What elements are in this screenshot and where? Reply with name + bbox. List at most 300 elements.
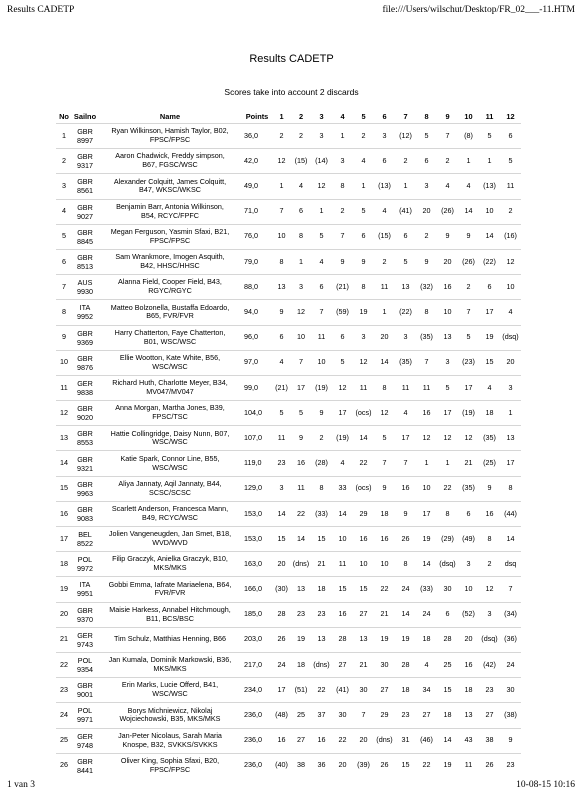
sailno-cell [72, 224, 98, 249]
race-7-score: (22) [395, 300, 416, 325]
race-6-score: 8 [374, 375, 395, 400]
race-1-score: 2 [272, 124, 291, 149]
race-10-score: 10 [458, 577, 479, 602]
nation-code: GBR [77, 756, 93, 766]
rank-cell: 10 [56, 350, 72, 375]
sailno-cell [72, 149, 98, 174]
race-9-score: 28 [437, 627, 458, 652]
race-9-score: 25 [437, 652, 458, 677]
sail-number: 9083 [77, 513, 93, 523]
race-10-score: 3 [458, 552, 479, 577]
race-4-score: 17 [332, 401, 353, 426]
rank-cell: 12 [56, 401, 72, 426]
race-5-score: 7 [353, 703, 374, 728]
race-3-score: 5 [311, 224, 332, 249]
nation-code: GBR [77, 479, 93, 489]
crew-name-cell [98, 426, 242, 451]
race-6-score: 9 [374, 476, 395, 501]
crew-name-cell [98, 149, 242, 174]
race-1-score: 1 [272, 174, 291, 199]
race-7-score: 26 [395, 527, 416, 552]
sail-number: 9370 [77, 614, 93, 624]
crew-name-cell [98, 678, 242, 703]
crew-name-cell [98, 552, 242, 577]
col-race-10-header: 10 [464, 111, 473, 121]
race-8-score: 8 [416, 300, 437, 325]
race-12-score: 24 [500, 652, 521, 677]
table-row [56, 199, 521, 224]
table-row [56, 476, 521, 501]
race-12-score: (16) [500, 224, 521, 249]
table-row [56, 401, 521, 426]
sailno-cell [72, 703, 98, 728]
table-row [56, 224, 521, 249]
race-10-score: (23) [458, 350, 479, 375]
race-8-score: 19 [416, 527, 437, 552]
race-10-score: 20 [458, 627, 479, 652]
race-2-score: 25 [291, 703, 311, 728]
crew-club: B47, WKSC/WKSC [139, 185, 201, 195]
race-1-score: 6 [272, 325, 291, 350]
race-8-score: 17 [416, 501, 437, 526]
points-cell: 163,0 [242, 552, 272, 577]
race-11-score: 6 [479, 275, 500, 300]
sailno-cell [72, 350, 98, 375]
race-11-score: 9 [479, 476, 500, 501]
crew-name-cell [98, 350, 242, 375]
race-7-score: (12) [395, 124, 416, 149]
race-7-score: 3 [395, 325, 416, 350]
race-2-score: 16 [291, 451, 311, 476]
race-1-score: 4 [272, 350, 291, 375]
race-4-score: (19) [332, 426, 353, 451]
table-row [56, 249, 521, 274]
sailno-cell [72, 678, 98, 703]
race-7-score: 28 [395, 652, 416, 677]
sailno-cell [72, 451, 98, 476]
race-9-score: 19 [437, 753, 458, 778]
sailno-cell [72, 527, 98, 552]
race-8-score: (33) [416, 577, 437, 602]
race-2-score: (15) [291, 149, 311, 174]
nation-code: POL [77, 555, 93, 565]
race-3-score: 21 [311, 552, 332, 577]
sail-number: 9951 [77, 589, 93, 599]
race-10-score: 2 [458, 275, 479, 300]
crew-name-cell [98, 325, 242, 350]
race-6-score: 22 [374, 577, 395, 602]
race-5-score: 8 [353, 275, 374, 300]
crew-names: Katie Spark, Connor Line, B55, [120, 453, 220, 463]
race-2-score: (dns) [291, 552, 311, 577]
race-11-score: 23 [479, 678, 500, 703]
race-7-score: 13 [395, 275, 416, 300]
sailno-cell [72, 174, 98, 199]
race-7-score: 2 [395, 149, 416, 174]
race-8-score: 27 [416, 703, 437, 728]
points-cell: 96,0 [242, 325, 272, 350]
race-7-score: 17 [395, 426, 416, 451]
crew-names: Aaron Chadwick, Freddy simpson, [115, 151, 225, 161]
race-8-score: (46) [416, 728, 437, 753]
race-8-score: 12 [416, 426, 437, 451]
crew-name-cell [98, 527, 242, 552]
race-10-score: 12 [458, 426, 479, 451]
points-cell: 217,0 [242, 652, 272, 677]
nation-code: GBR [77, 681, 93, 691]
race-10-score: 4 [458, 174, 479, 199]
page-count: 1 van 3 [7, 780, 35, 790]
race-5-score: 20 [353, 728, 374, 753]
rank-cell: 26 [56, 753, 72, 778]
race-10-score: 11 [458, 753, 479, 778]
race-11-score: 3 [479, 602, 500, 627]
race-10-score: 6 [458, 501, 479, 526]
col-name-header: Name [159, 111, 181, 121]
nation-code: ITA [79, 580, 91, 590]
points-cell: 97,0 [242, 350, 272, 375]
race-5-score: 15 [353, 577, 374, 602]
race-4-score: 11 [332, 552, 353, 577]
race-4-score: 15 [332, 577, 353, 602]
points-cell: 166,0 [242, 577, 272, 602]
race-5-score: 16 [353, 527, 374, 552]
race-9-score: 16 [437, 275, 458, 300]
points-cell: 107,0 [242, 426, 272, 451]
race-11-score: 1 [479, 149, 500, 174]
race-2-score: 11 [291, 476, 311, 501]
race-11-score: 8 [479, 527, 500, 552]
table-row [56, 451, 521, 476]
race-9-score: 5 [437, 375, 458, 400]
crew-name-cell [98, 602, 242, 627]
rank-cell: 16 [56, 501, 72, 526]
race-11-score: (13) [479, 174, 500, 199]
points-cell: 88,0 [242, 275, 272, 300]
race-3-score: 15 [311, 527, 332, 552]
race-11-score: 4 [479, 375, 500, 400]
race-8-score: 24 [416, 602, 437, 627]
race-10-score: (26) [458, 249, 479, 274]
race-3-score: 12 [311, 174, 332, 199]
race-9-score: 4 [437, 174, 458, 199]
crew-names: Matteo Bolzonella, Bustaffa Edoardo, [110, 302, 230, 312]
sail-number: 9743 [77, 639, 93, 649]
race-9-score: (dsq) [437, 552, 458, 577]
table-row [56, 577, 521, 602]
race-12-score: 4 [500, 300, 521, 325]
sailno-cell [72, 426, 98, 451]
race-10-score: 18 [458, 678, 479, 703]
race-2-score: 38 [291, 753, 311, 778]
points-cell: 236,0 [242, 753, 272, 778]
table-row [56, 275, 521, 300]
crew-club: SCSC/SCSC [149, 487, 191, 497]
points-cell: 129,0 [242, 476, 272, 501]
discards-note: Scores take into account 2 discards [224, 87, 359, 97]
table-row [56, 703, 521, 728]
race-2-score: 4 [291, 174, 311, 199]
col-race-4-header: 4 [340, 111, 345, 121]
race-11-score: 38 [479, 728, 500, 753]
crew-club: FVR/FVR [154, 588, 186, 598]
col-race-2-header: 2 [298, 111, 304, 121]
table-row [56, 300, 521, 325]
race-3-score: (33) [311, 501, 332, 526]
race-6-score: 7 [374, 451, 395, 476]
race-10-score: 9 [458, 224, 479, 249]
race-3-score: 11 [311, 325, 332, 350]
race-9-score: 17 [437, 401, 458, 426]
race-12-score: 7 [500, 577, 521, 602]
crew-club: MKS/MKS [153, 563, 187, 573]
race-4-score: (21) [332, 275, 353, 300]
sailno-cell [72, 249, 98, 274]
race-1-score: 13 [272, 275, 291, 300]
race-3-score: 9 [311, 401, 332, 426]
crew-name-cell [98, 753, 242, 778]
points-cell: 99,0 [242, 375, 272, 400]
sail-number: 8997 [77, 136, 93, 146]
race-4-score: 7 [332, 224, 353, 249]
race-5-score: 14 [353, 426, 374, 451]
race-11-score: (dsq) [479, 627, 500, 652]
race-5-score: 13 [353, 627, 374, 652]
sailno-cell [72, 401, 98, 426]
race-7-score: 24 [395, 577, 416, 602]
race-12-score: 9 [500, 728, 521, 753]
race-6-score: 29 [374, 703, 395, 728]
nation-code: GBR [77, 227, 93, 237]
race-10-score: (52) [458, 602, 479, 627]
col-race-12-header: 12 [506, 111, 515, 121]
crew-name-cell [98, 652, 242, 677]
race-2-score: 12 [291, 300, 311, 325]
race-12-score: 12 [500, 249, 521, 274]
table-row [56, 174, 521, 199]
sail-number: 9971 [77, 715, 93, 725]
race-4-score: 10 [332, 527, 353, 552]
nation-code: GBR [77, 177, 93, 187]
col-sailno-header: Sailno [73, 111, 97, 121]
rank-cell: 19 [56, 577, 72, 602]
crew-club: FPSC/FPSC [149, 135, 191, 145]
race-9-score: 20 [437, 249, 458, 274]
race-9-score: 15 [437, 678, 458, 703]
race-6-score: 12 [374, 401, 395, 426]
col-race-7-header: 7 [403, 111, 408, 121]
race-7-score: (41) [395, 199, 416, 224]
race-6-score: 27 [374, 678, 395, 703]
rank-cell: 24 [56, 703, 72, 728]
nation-code: GBR [77, 253, 93, 263]
sailno-cell [72, 375, 98, 400]
race-2-score: 3 [291, 275, 311, 300]
race-2-score: 8 [291, 224, 311, 249]
race-2-score: 18 [291, 652, 311, 677]
race-4-score: 3 [332, 149, 353, 174]
race-5-score: 1 [353, 174, 374, 199]
race-1-score: 20 [272, 552, 291, 577]
race-2-score: 6 [291, 199, 311, 224]
race-3-score: 23 [311, 602, 332, 627]
sailno-cell [72, 602, 98, 627]
rank-cell: 7 [56, 275, 72, 300]
race-6-score: (13) [374, 174, 395, 199]
race-4-score: 2 [332, 199, 353, 224]
race-2-score: 19 [291, 627, 311, 652]
race-11-score: (22) [479, 249, 500, 274]
race-9-score: 2 [437, 149, 458, 174]
points-cell: 104,0 [242, 401, 272, 426]
sail-number: 8513 [77, 262, 93, 272]
race-1-score: 16 [272, 728, 291, 753]
race-6-score: 20 [374, 325, 395, 350]
race-5-score: 27 [353, 602, 374, 627]
race-12-score: dsq [500, 552, 521, 577]
race-2-score: 14 [291, 527, 311, 552]
sail-number: 8553 [77, 438, 93, 448]
race-2-score: 7 [291, 350, 311, 375]
race-9-score: 18 [437, 703, 458, 728]
crew-names: Jolien Vangeneugden, Jan Smet, B18, [108, 529, 232, 539]
race-9-score: 30 [437, 577, 458, 602]
table-header-row [56, 109, 521, 124]
crew-names: Anna Morgan, Martha Jones, B39, [115, 403, 225, 413]
table-row [56, 652, 521, 677]
sailno-cell [72, 728, 98, 753]
race-8-score: 11 [416, 375, 437, 400]
race-1-score: 10 [272, 224, 291, 249]
race-8-score: 10 [416, 476, 437, 501]
col-race-5-header: 5 [361, 111, 366, 121]
rank-cell: 13 [56, 426, 72, 451]
rank-cell: 20 [56, 602, 72, 627]
race-1-score: 5 [272, 401, 291, 426]
crew-club: B54, RCYC/FPFC [141, 210, 199, 220]
print-timestamp: 10-08-15 10:16 [516, 780, 575, 790]
race-10-score: (19) [458, 401, 479, 426]
rank-cell: 9 [56, 325, 72, 350]
race-4-score: (41) [332, 678, 353, 703]
race-1-score: (30) [272, 577, 291, 602]
race-11-score: 16 [479, 501, 500, 526]
crew-names: Aliya Jannaty, Aqil Jannaty, B44, [118, 478, 222, 488]
race-10-score: 13 [458, 703, 479, 728]
race-12-score: 17 [500, 451, 521, 476]
crew-name-cell [98, 300, 242, 325]
race-8-score: 6 [416, 149, 437, 174]
race-11-score: 18 [479, 401, 500, 426]
col-no-header: No [59, 111, 69, 121]
nation-code: GBR [77, 504, 93, 514]
crew-club: WSC/WSC [152, 361, 188, 371]
nation-code: GBR [77, 404, 93, 414]
race-2-score: (51) [291, 678, 311, 703]
race-7-score: 7 [395, 451, 416, 476]
race-1-score: 26 [272, 627, 291, 652]
crew-club: Wojciechowski, B35, MKS/MKS [119, 714, 221, 724]
rank-cell: 14 [56, 451, 72, 476]
rank-cell: 21 [56, 627, 72, 652]
race-4-score: 4 [332, 451, 353, 476]
race-2-score: 1 [291, 249, 311, 274]
rank-cell: 8 [56, 300, 72, 325]
race-6-score: 10 [374, 552, 395, 577]
race-3-score: 22 [311, 678, 332, 703]
race-3-score: 37 [311, 703, 332, 728]
race-5-score: 4 [353, 149, 374, 174]
nation-code: GBR [77, 127, 93, 137]
rank-cell: 5 [56, 224, 72, 249]
col-race-11-header: 11 [485, 111, 494, 121]
race-7-score: 9 [395, 501, 416, 526]
race-1-score: 17 [272, 678, 291, 703]
race-3-score: (dns) [311, 652, 332, 677]
table-row [56, 753, 521, 778]
race-12-score: 14 [500, 527, 521, 552]
race-3-score: (28) [311, 451, 332, 476]
crew-name-cell [98, 275, 242, 300]
col-race-1-header: 1 [279, 111, 284, 121]
race-8-score: 34 [416, 678, 437, 703]
nation-code: POL [77, 706, 93, 716]
race-7-score: 14 [395, 602, 416, 627]
points-cell: 49,0 [242, 174, 272, 199]
race-12-score: 2 [500, 199, 521, 224]
points-cell: 42,0 [242, 149, 272, 174]
crew-names: Borys Michniewicz, Nikolaj [127, 705, 213, 715]
crew-names: Megan Ferguson, Yasmin Sfaxi, B21, [110, 227, 230, 237]
race-12-score: 13 [500, 426, 521, 451]
table-row [56, 124, 521, 149]
crew-names: Gobbi Emma, Iafrate Mariaelena, B64, [108, 579, 232, 589]
points-cell: 236,0 [242, 728, 272, 753]
race-4-score: 30 [332, 703, 353, 728]
race-8-score: 14 [416, 552, 437, 577]
browser-tab-title: Results CADETP [7, 5, 75, 15]
sailno-cell [72, 577, 98, 602]
race-5-score: (ocs) [353, 401, 374, 426]
race-2-score: 27 [291, 728, 311, 753]
race-12-score: (36) [500, 627, 521, 652]
race-9-score: 22 [437, 476, 458, 501]
race-11-score: (35) [479, 426, 500, 451]
race-12-score: (34) [500, 602, 521, 627]
race-7-score: 15 [395, 753, 416, 778]
race-1-score: 8 [272, 249, 291, 274]
race-11-score: 14 [479, 224, 500, 249]
race-11-score: 12 [479, 577, 500, 602]
points-cell: 36,0 [242, 124, 272, 149]
sail-number: 9317 [77, 161, 93, 171]
race-11-score: 17 [479, 300, 500, 325]
race-4-score: 27 [332, 652, 353, 677]
nation-code: GER [77, 378, 93, 388]
race-9-score: 9 [437, 224, 458, 249]
race-7-score: 6 [395, 224, 416, 249]
race-9-score: 10 [437, 300, 458, 325]
race-10-score: 21 [458, 451, 479, 476]
race-6-score: 18 [374, 501, 395, 526]
race-10-score: 43 [458, 728, 479, 753]
race-6-score: (dns) [374, 728, 395, 753]
crew-club: FPSC/TSC [152, 412, 188, 422]
race-5-score: 9 [353, 249, 374, 274]
race-8-score: 2 [416, 224, 437, 249]
nation-code: BEL [78, 530, 92, 540]
sail-number: 9963 [77, 488, 93, 498]
